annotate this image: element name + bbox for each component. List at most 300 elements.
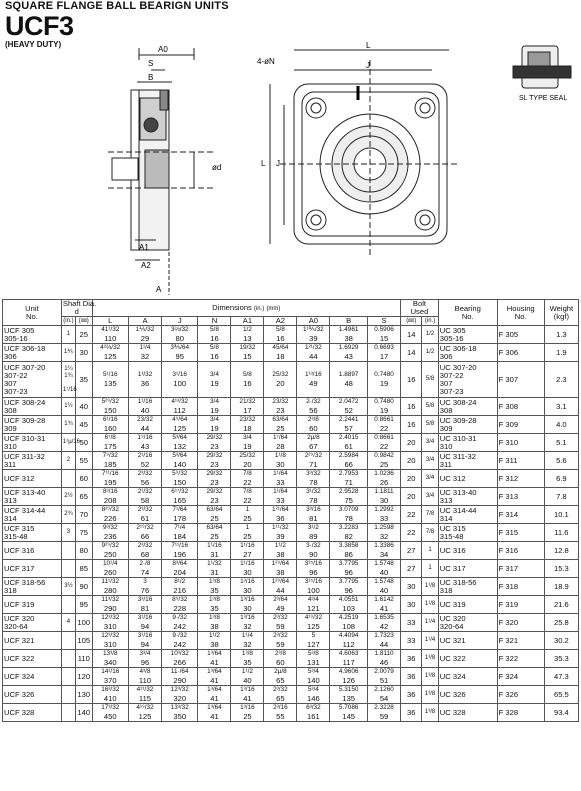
dimension-mm: 43 [140, 441, 150, 451]
bolt-mm-cell: 30 [401, 596, 422, 614]
dimension-cell [129, 650, 162, 668]
bolt-head: Bolt [412, 299, 426, 308]
dimension-mm: 34 [379, 549, 389, 559]
dimension-inch: 3/4 [210, 398, 219, 405]
bearing-no-cell: UC 309-28 309 [438, 416, 497, 434]
dimension-mm: 25 [243, 711, 252, 721]
dimension-inch: 4¹¹/32 [136, 686, 154, 693]
dimension-mm: 15 [243, 351, 252, 361]
dimension-inch: 1¹/16 [240, 542, 255, 549]
dimension-mm: 16 [210, 333, 219, 343]
dimension-cell [161, 524, 198, 542]
bolt-mm-cell: 27 [401, 542, 422, 560]
dimension-cell [161, 632, 198, 650]
dimension-inch: 1¹/64 [273, 488, 288, 495]
dimension-cell [198, 596, 231, 614]
dimension-inch: 2³/32 [137, 542, 153, 549]
weight-cell: 5.6 [544, 452, 578, 470]
dimension-mm: 25 [210, 531, 219, 541]
table-row [3, 326, 579, 344]
unit-no-cell: UCF 320 320-64 [3, 614, 62, 632]
dimension-cell [297, 344, 330, 362]
dimension-inch: 1.5748 [374, 578, 394, 585]
bolt-in-cell: 5/8 [422, 362, 439, 398]
bearing-no-cell: UC 310-31 310 [438, 434, 497, 452]
table-row [3, 578, 579, 596]
dimension-inch: 3/4 [210, 371, 219, 378]
weight-cell: 7.8 [544, 488, 578, 506]
dimension-inch: 1²⁹/64 [271, 578, 290, 585]
dimension-mm: 96 [309, 567, 318, 577]
dimension-inch: 5³/64 [172, 434, 187, 441]
housing-no-cell: F 324 [497, 668, 544, 686]
dimension-cell [264, 632, 297, 650]
dimension-cell [264, 668, 297, 686]
dimension-inch: 1¹¹/32 [272, 524, 289, 531]
col-bearing [438, 300, 497, 326]
shaft-mm-cell: 110 [76, 650, 93, 668]
dimension-mm: 39 [276, 531, 285, 541]
dimension-mm: 38 [276, 567, 285, 577]
dimension-inch: 8²⁹/32 [101, 506, 119, 513]
dimension-inch: 2³/8 [307, 416, 319, 423]
dimension-inch: 19/32 [239, 344, 256, 351]
dimensions-head: Dimensions [212, 302, 252, 312]
label-d: ød [212, 163, 222, 172]
dimension-cell [129, 596, 162, 614]
housing-no-cell: F 314 [497, 506, 544, 524]
dimension-cell [129, 344, 162, 362]
dimension-mm: 90 [309, 549, 318, 559]
dimension-cell [129, 398, 162, 416]
dimension-mm: 82 [344, 531, 353, 541]
dimension-cell [330, 560, 368, 578]
dimension-mm: 178 [173, 513, 187, 523]
table-row [3, 362, 579, 398]
dimension-inch: 3¹⁵/16 [304, 560, 322, 567]
dimension-mm: 52 [344, 405, 353, 415]
dimension-mm: 41 [210, 675, 219, 685]
dimension-mm: 290 [103, 603, 117, 613]
dimension-cell [264, 524, 297, 542]
weight-cell: 3.1 [544, 398, 578, 416]
dimension-cell [92, 506, 129, 524]
dimension-inch: 11¹/32 [101, 578, 120, 585]
dimension-mm: 65 [276, 693, 285, 703]
dimension-mm: 78 [344, 513, 353, 523]
dimension-mm: 25 [243, 531, 252, 541]
dimension-cell [231, 326, 264, 344]
dimension-mm: 112 [173, 405, 186, 415]
dimension-cell [231, 578, 264, 596]
dimension-inch: 23/32 [272, 398, 289, 405]
dimension-mm: 195 [103, 477, 117, 487]
bearing-no-cell: UC 322 [438, 650, 497, 668]
dimension-mm: 125 [103, 351, 117, 361]
dimension-mm: 216 [173, 585, 187, 595]
shaft-in-cell [61, 596, 75, 614]
housing-no-cell: F 316 [497, 542, 544, 560]
dimension-inch: 2¹⁹/32 [136, 524, 154, 531]
dimension-cell [297, 704, 330, 722]
dimension-inch: 45/64 [272, 344, 289, 351]
dimension-cell [92, 686, 129, 704]
dimension-mm: 27 [243, 549, 252, 559]
dimension-mm: 46 [379, 657, 389, 667]
dimension-cell [368, 524, 401, 542]
dimension-mm: 30 [379, 495, 389, 505]
dimension-mm: 32 [379, 531, 389, 541]
dimension-inch: 29/32 [206, 470, 223, 477]
bolt-mm-cell: 36 [401, 686, 422, 704]
dimension-mm: 290 [173, 675, 187, 685]
dimension-inch: 5²⁹/32 [101, 398, 119, 405]
dimension-cell [231, 488, 264, 506]
dimension-inch: 2.2441 [338, 416, 359, 423]
dimension-cell [129, 560, 162, 578]
dimension-inch: 1³/16 [240, 578, 255, 585]
duty-label: (HEAVY DUTY) [5, 40, 62, 49]
dimension-inch: 2.3228 [374, 704, 394, 711]
shaft-in-cell [61, 668, 75, 686]
dimension-mm: 266 [173, 657, 187, 667]
dimension-cell [161, 416, 198, 434]
dimension-cell [92, 578, 129, 596]
dimension-inch: 6¹/16 [102, 416, 118, 423]
housing-no-cell: F 306 [497, 344, 544, 362]
weight-cell: 2.3 [544, 362, 578, 398]
dimension-cell [264, 650, 297, 668]
dim-col-head: J [161, 317, 198, 326]
dimension-mm: 121 [307, 603, 320, 613]
dimension-inch: 1.6142 [374, 596, 394, 603]
table-row [3, 596, 579, 614]
dimension-inch: 1⅕/32 [135, 326, 155, 333]
dimension-inch: 3¹/16 [137, 614, 153, 621]
d-head: d [74, 307, 79, 316]
shaft-in-head: (in.) [63, 318, 74, 324]
dimension-mm: 242 [173, 621, 187, 631]
dimension-mm: 22 [379, 423, 389, 433]
dimension-mm: 110 [104, 333, 117, 343]
dimension-mm: 22 [379, 441, 389, 451]
bolt-in-cell: 1/2 [422, 344, 439, 362]
weight-cell: 12.8 [544, 542, 578, 560]
dimension-cell [330, 524, 368, 542]
shaft-mm-cell: 100 [76, 614, 93, 632]
dim-mm-head: (mm) [266, 305, 281, 312]
dimension-cell [92, 434, 129, 452]
dimension-inch: 1.6535 [374, 614, 394, 621]
dimension-mm: 56 [140, 477, 150, 487]
dimension-inch: 3/4 [242, 434, 252, 441]
dimension-mm: 41 [379, 603, 389, 613]
dimension-inch: 1.4961 [338, 326, 359, 333]
dimension-cell [129, 704, 162, 722]
dimension-cell [264, 452, 297, 470]
unit-no-cell: UCF 309-28 309 [3, 416, 62, 434]
dimension-inch: 8³/16 [102, 488, 118, 495]
unit-no-cell: UCF 322 [3, 650, 62, 668]
dimension-mm: 81 [309, 513, 318, 523]
dimension-mm: 16 [243, 378, 252, 388]
dimension-inch: 8⁹/32 [172, 596, 188, 603]
bolt-mm-cell: 33 [401, 632, 422, 650]
dimension-inch: 3³/32 [306, 470, 321, 477]
dimension-mm: 204 [173, 567, 187, 577]
dimension-inch: 5¹/16 [102, 371, 118, 378]
dimension-cell [198, 578, 231, 596]
dimension-inch: 1.6929 [338, 344, 359, 351]
dimension-inch: 1¹/2 [208, 632, 220, 639]
bearing-no-cell: UC 313-40 313 [438, 488, 497, 506]
dimension-mm: 135 [342, 693, 356, 703]
dimension-cell [330, 470, 368, 488]
dimension-inch: 2¹/16 [137, 452, 153, 459]
dimension-inch: 13³/32 [170, 704, 189, 711]
bearing-no-cell: UC 316 [438, 542, 497, 560]
dimension-cell [92, 614, 129, 632]
dimension-inch: 5³/64 [172, 452, 187, 459]
dimension-mm: 44 [276, 585, 285, 595]
bolt-in-cell: 7/8 [422, 524, 439, 542]
housing-no-cell: F 317 [497, 560, 544, 578]
dimension-inch: 7¹¹/16 [101, 470, 119, 477]
dimension-cell [330, 326, 368, 344]
dimension-mm: 94 [140, 621, 150, 631]
dimension-mm: 103 [342, 603, 356, 613]
weight-cell: 1.9 [544, 344, 578, 362]
dimension-mm: 370 [103, 675, 117, 685]
front-view [270, 50, 460, 258]
label-a1: A1 [139, 243, 149, 252]
dimension-cell [198, 416, 231, 434]
dimension-mm: 48 [344, 378, 353, 388]
shaft-mm-cell: 65 [76, 488, 93, 506]
dimension-mm: 175 [103, 441, 117, 451]
dimension-inch: 13³/8 [102, 650, 118, 657]
dimension-inch: 8¹/2 [174, 578, 186, 585]
dim-col-head: B [330, 317, 368, 326]
shaft-in-cell: 3½ [61, 578, 75, 596]
dimension-mm: 89 [309, 531, 318, 541]
dimension-mm: 59 [276, 639, 285, 649]
dimension-mm: 410 [103, 693, 117, 703]
unit-no-cell: UCF 326 [3, 686, 62, 704]
dimension-inch: 2µ/8 [274, 668, 287, 675]
dimension-inch: 14¹/16 [101, 668, 120, 675]
dimension-mm: 51 [379, 675, 389, 685]
dimension-mm: 23 [210, 495, 219, 505]
dimension-mm: 78 [309, 477, 318, 487]
bolt-in-cell: 3/4 [422, 470, 439, 488]
dimension-mm: 40 [379, 585, 389, 595]
bolt-in-cell: 5/8 [422, 416, 439, 434]
dimension-inch: 1.0236 [374, 470, 394, 477]
table-row [3, 524, 579, 542]
dimension-mm: 38 [276, 549, 285, 559]
dimension-mm: 38 [210, 639, 219, 649]
dim-col-head: S [368, 317, 401, 326]
dimension-cell [231, 470, 264, 488]
label-a0: A0 [158, 45, 168, 54]
dimension-cell [129, 542, 162, 560]
unit-no-cell: UCF 310-31 310 [3, 434, 62, 452]
dimension-inch: 7⁹/32 [102, 452, 118, 459]
dimension-inch: 1³/16 [240, 614, 255, 621]
dimension-cell [231, 704, 264, 722]
dimension-cell [368, 362, 401, 398]
dimension-cell [231, 362, 264, 398]
dimension-inch: 1¹/2 [274, 542, 286, 549]
dimension-mm: 61 [140, 513, 150, 523]
dimension-inch: 1.2992 [374, 506, 394, 513]
dimension-mm: 30 [243, 585, 252, 595]
dimension-mm: 19 [379, 378, 389, 388]
dimension-inch: 1.5748 [374, 560, 394, 567]
dimension-inch: 1.3386 [374, 542, 394, 549]
dimension-inch: 2.0472 [338, 398, 359, 405]
dimension-mm: 20 [243, 459, 252, 469]
dimension-cell [330, 344, 368, 362]
dimension-cell [264, 398, 297, 416]
bearing-no-cell: UC 328 [438, 704, 497, 722]
shaft-in-cell: 1⅘ [61, 344, 75, 362]
dimension-cell [198, 686, 231, 704]
unit-no-cell: UCF 306-18 306 [3, 344, 62, 362]
dimension-inch: 4⁹/64 [172, 416, 188, 423]
weight-cell: 1.3 [544, 326, 578, 344]
bearing-no-cell: UC 312 [438, 470, 497, 488]
dimension-inch: 41¹/32 [101, 326, 120, 333]
dimension-cell [92, 398, 129, 416]
dimension-cell [129, 578, 162, 596]
weight-cell: 11.6 [544, 524, 578, 542]
bolt-in-cell: 1³/8 [422, 704, 439, 722]
bolt-mm-cell: 16 [401, 398, 422, 416]
dimension-mm: 127 [307, 639, 320, 649]
table-row [3, 560, 579, 578]
weight-cell: 93.4 [544, 704, 578, 722]
shaft-mm-cell: 55 [76, 452, 93, 470]
dimension-mm: 161 [307, 711, 320, 721]
dimension-inch: 1³/16 [240, 704, 255, 711]
dimension-inch: 3.0709 [338, 506, 359, 513]
dimension-mm: 32 [243, 639, 252, 649]
dimension-mm: 32 [140, 351, 150, 361]
shaft-mm-cell: 45 [76, 416, 93, 434]
dimension-cell [330, 506, 368, 524]
dimension-mm: 140 [307, 675, 320, 685]
dimension-cell [161, 650, 198, 668]
unit-no-cell: UCF 305 305-16 [3, 326, 62, 344]
bolt-mm-cell: 36 [401, 668, 422, 686]
dimension-mm: 60 [276, 657, 285, 667]
dimension-cell [330, 434, 368, 452]
dimension-cell [297, 416, 330, 434]
dimension-cell [297, 686, 330, 704]
dimension-mm: 19 [210, 423, 219, 433]
dimension-cell [129, 506, 162, 524]
dimension-inch: 4³/8 [139, 668, 151, 675]
dimension-mm: 65 [276, 675, 285, 685]
dimension-inch: 5.7086 [338, 704, 359, 711]
label-s: S [148, 59, 154, 68]
dimension-inch: 12³/32 [101, 614, 120, 621]
col-housing [497, 300, 544, 326]
bolt-in-cell: 1¹/8 [422, 596, 439, 614]
dimension-inch: 2³/32 [273, 686, 288, 693]
side-view [108, 48, 214, 295]
shaft-mm-cell: 75 [76, 524, 93, 542]
housing-no-cell: F 328 [497, 704, 544, 722]
dimension-inch: 12³/32 [170, 686, 189, 693]
table-row [3, 650, 579, 668]
dimension-cell [161, 326, 198, 344]
dimension-cell [161, 596, 198, 614]
dimension-cell [92, 542, 129, 560]
dimension-mm: 54 [379, 693, 389, 703]
dimension-cell [161, 434, 198, 452]
dimension-cell [92, 488, 129, 506]
dimension-mm: 125 [138, 711, 152, 721]
dimension-cell [368, 344, 401, 362]
dimension-inch: 6³/32 [306, 704, 321, 711]
dimension-mm: 15 [379, 333, 389, 343]
dimension-mm: 19 [243, 441, 252, 451]
dimension-mm: 25 [379, 459, 389, 469]
bolt-mm-cell: 16 [401, 416, 422, 434]
dimension-inch: 1³/64 [207, 686, 222, 693]
dimension-mm: 41 [210, 711, 219, 721]
bolt-in-cell: 1³/8 [422, 686, 439, 704]
dimension-inch: 3¹/16 [172, 371, 187, 378]
dimension-inch: 5/8 [210, 344, 219, 351]
bearing-no-cell: UC 306-18 306 [438, 344, 497, 362]
shaft-mm-cell: 120 [76, 668, 93, 686]
dimension-cell [297, 650, 330, 668]
seal-detail [513, 46, 571, 88]
bearing-no-cell: UC 326 [438, 686, 497, 704]
dimension-cell [330, 614, 368, 632]
dimension-cell [368, 632, 401, 650]
dimension-mm: 96 [344, 585, 353, 595]
dimension-cell [198, 398, 231, 416]
housing-no-cell: F 313 [497, 488, 544, 506]
dimension-inch: 5.3150 [338, 686, 359, 693]
dimension-mm: 117 [342, 657, 355, 667]
dimension-cell [231, 416, 264, 434]
dimension-cell [129, 452, 162, 470]
dimension-inch: 1³/8 [208, 596, 220, 603]
used-head: Used [410, 307, 429, 316]
dimension-inch: 3³/16 [137, 596, 153, 603]
dimension-mm: 81 [140, 603, 150, 613]
spec-table [2, 299, 579, 722]
dimension-mm: 31 [210, 549, 219, 559]
dimension-mm: 100 [307, 585, 320, 595]
dimension-cell [330, 488, 368, 506]
dimension-inch: 1⁷/64 [273, 434, 288, 441]
dimension-inch: 4.6063 [338, 650, 359, 657]
weight-cell: 18.9 [544, 578, 578, 596]
housing-no-cell: F 308 [497, 398, 544, 416]
dimension-mm: 208 [103, 495, 117, 505]
shaft-mm-cell: 90 [76, 578, 93, 596]
housing-no-cell: F 322 [497, 650, 544, 668]
dimension-mm: 75 [344, 495, 353, 505]
label-a2: A2 [141, 261, 151, 270]
